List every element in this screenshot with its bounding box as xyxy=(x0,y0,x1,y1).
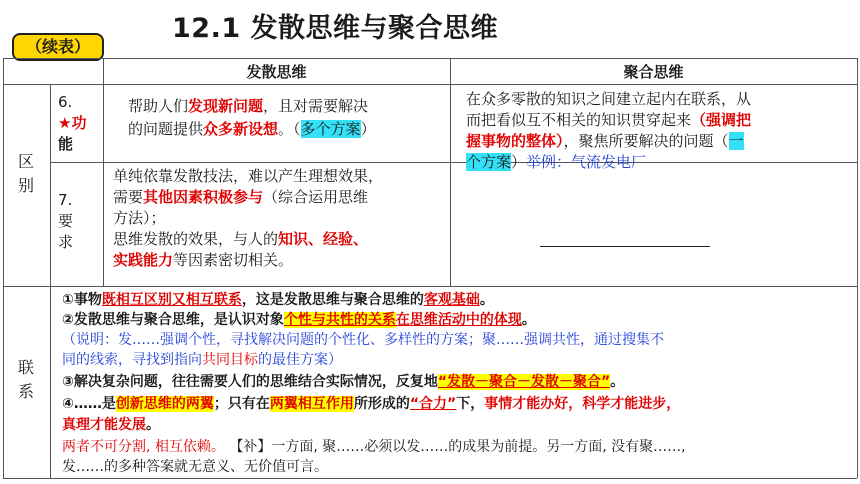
text: 需要 xyxy=(113,188,144,206)
text: ，聚焦所要解决的问题（ xyxy=(563,132,729,150)
grid-line xyxy=(857,58,858,478)
text: 思维发散的效果，与人的 xyxy=(113,230,279,248)
grid-line xyxy=(450,58,451,286)
text: ，这是发散思维与聚合思维的 xyxy=(241,292,424,308)
cell-requirement-divergent xyxy=(113,166,449,271)
cell-function-convergent xyxy=(466,89,854,173)
text: 【补】一方面, 聚……必须以发……的成果为前提。另一方面, 没有聚……, xyxy=(229,439,686,455)
text: （综合运用思维 xyxy=(263,188,369,206)
highlight-text: 既相互区别又相互联系 xyxy=(101,292,242,308)
highlight-text: 一 xyxy=(728,132,744,150)
highlight-text: 共同目标 xyxy=(202,352,258,368)
highlight-text: 两翼相互作用 xyxy=(269,396,354,412)
grid-line xyxy=(3,58,857,59)
text: 。 xyxy=(146,417,160,433)
highlight-text: 事情才能办好，科学才能进步， xyxy=(484,396,681,412)
highlight-text: 个性与共性的关系 xyxy=(283,312,396,328)
highlight-text: 发现新问题 xyxy=(188,97,264,115)
side-label-qubie: 区别 xyxy=(17,152,34,195)
highlight-text: “发散－聚合－发散－聚合” xyxy=(437,374,611,390)
row-label-text: ★功 xyxy=(58,114,87,132)
row-number: 6. xyxy=(58,93,73,111)
grid-line xyxy=(3,58,4,478)
grid-line xyxy=(3,286,857,287)
text: 。 xyxy=(479,292,494,308)
highlight-text: 客观基础 xyxy=(423,292,480,308)
highlight-text: 知识、经验、 xyxy=(278,230,369,248)
grid-line xyxy=(3,478,857,479)
row-label-text: 要 xyxy=(58,212,74,230)
link-item-1 xyxy=(62,291,494,310)
highlight-text: （强调把 xyxy=(691,111,752,129)
cell-function-divergent xyxy=(128,96,448,140)
header-convergent: 聚合思维 xyxy=(623,63,684,81)
text: ） xyxy=(511,153,527,171)
row-label-text: 求 xyxy=(58,233,74,251)
text: ） xyxy=(360,120,376,138)
header-divergent: 发散思维 xyxy=(246,63,307,81)
link-item-4 xyxy=(62,395,680,414)
text: 同的线索，寻找到指向 xyxy=(62,352,202,368)
side-label-lianxi: 联系 xyxy=(17,358,34,401)
text: ④……是 xyxy=(62,396,116,412)
link-note-line-2 xyxy=(62,351,342,370)
grid-line xyxy=(50,84,51,478)
link-item-4-cont xyxy=(62,416,160,435)
text: ；只有在 xyxy=(213,396,270,412)
text: 在众多零散的知识之间建立起内在联系，从 xyxy=(466,90,752,108)
highlight-text: 众多新设想 xyxy=(203,120,279,138)
row-label-text: 能 xyxy=(58,135,74,153)
highlight-text: 实践能力 xyxy=(113,251,174,269)
text: 的最佳方案） xyxy=(258,352,342,368)
highlight-text: “合力” xyxy=(409,396,457,412)
link-supplement-1 xyxy=(62,438,686,457)
row-label-requirement xyxy=(58,190,73,253)
grid-line xyxy=(103,58,104,286)
continued-badge: （续表） xyxy=(12,33,104,61)
text: 方法）； xyxy=(113,209,166,227)
text: 所形成的 xyxy=(353,396,410,412)
highlight-text: 在思维活动中的体现 xyxy=(395,312,522,328)
highlight-text: 其他因素积极参与 xyxy=(143,188,264,206)
text: ③解决复杂问题，往往需要人们的思维结合实际情况，反复地 xyxy=(62,374,438,390)
example-text: 举例：气流发电厂 xyxy=(526,153,647,171)
link-supplement-2: 发……的多种答案就无意义、无价值可言。 xyxy=(62,459,328,475)
link-item-3 xyxy=(62,373,624,392)
highlight-text: 两者不可分割, 相互依赖。 xyxy=(62,439,225,455)
link-item-2 xyxy=(62,311,536,330)
text: 单纯依靠发散技法，难以产生理想效果， xyxy=(113,167,384,185)
text: 。 xyxy=(521,312,536,328)
text: 。（ xyxy=(278,120,301,138)
text: 的问题提供 xyxy=(128,120,204,138)
row-label-function xyxy=(58,92,86,155)
text: 而把看似互不相关的知识贯穿起来 xyxy=(466,111,692,129)
row-number: 7. xyxy=(58,191,73,209)
blank-answer-line xyxy=(540,246,710,247)
text: ①事物 xyxy=(62,292,102,308)
highlight-text: 创新思维的两翼 xyxy=(115,396,214,412)
text: 。 xyxy=(610,374,625,390)
page-title: 12.1 发散思维与聚合思维 xyxy=(172,13,499,44)
link-note-line-1: （说明：发……强调个性，寻找解决问题的个性化、多样性的方案；聚……强调共性，通过搜集不 xyxy=(62,332,664,348)
highlight-text: 多个方案 xyxy=(300,120,361,138)
highlight-text: 个方案 xyxy=(466,153,512,171)
highlight-text: 握事物的整体） xyxy=(466,132,564,150)
text: 帮助人们 xyxy=(128,97,189,115)
text: 下， xyxy=(456,396,485,412)
grid-line xyxy=(3,84,857,85)
text: 等因素密切相关。 xyxy=(173,251,294,269)
text: ②发散思维与聚合思维，是认识对象 xyxy=(62,312,284,328)
highlight-text: 真理才能发展 xyxy=(62,417,146,433)
text: ，且对需要解决 xyxy=(263,97,369,115)
